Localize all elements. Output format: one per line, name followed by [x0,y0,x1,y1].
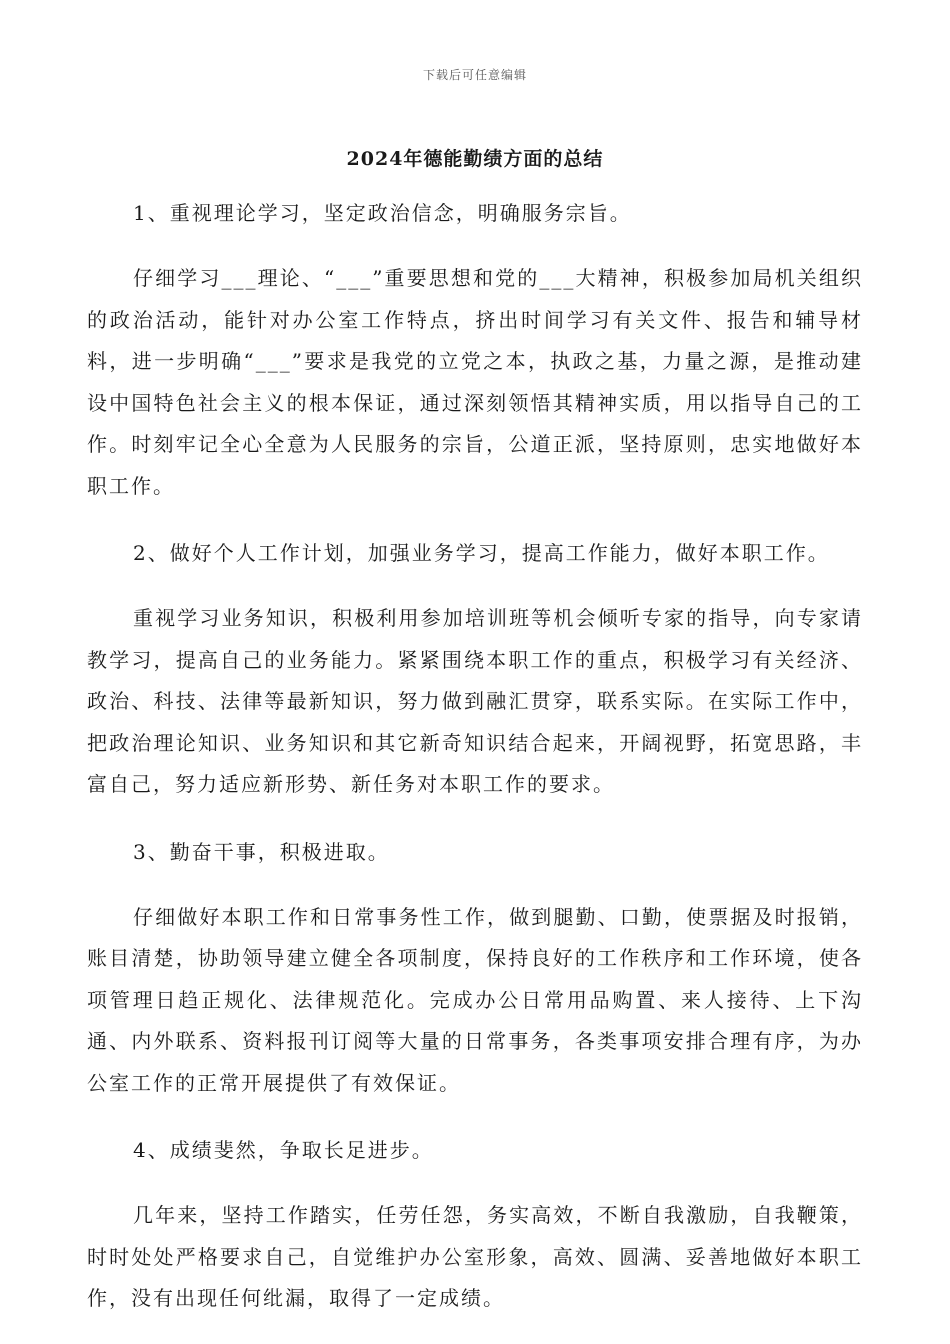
section-paragraph-1: 仔细学习___理论、“___”重要思想和党的___大精神，积极参加局机关组织的政治活动，能针对办公室工作特点，挤出时间学习有关文件、报告和辅导材料，进一步明确“___”要求是我党的立党之本，执政之基，力量之源，是推动建设中国特色社会主义的根本保证，通过深刻领悟其精神实质，用以指导自己的工作。时刻牢记全心全意为人民服务的宗旨，公道正派，坚持原则，忠实地做好本职工作。 [87,266,863,498]
spacer [87,1171,863,1195]
spacer [87,507,863,533]
section-heading-2: 2、做好个人工作计划，加强业务学习，提高工作能力，做好本职工作。 [133,541,830,565]
spacer [87,806,863,832]
page-header-note: 下载后可任意编辑 [422,68,527,82]
spacer [87,574,863,598]
spacer [87,234,863,258]
section-heading-1: 1、重视理论学习，坚定政治信念，明确服务宗旨。 [133,201,632,225]
spacer [87,1104,863,1130]
document-title: 2024年德能勤绩方面的总结 [346,148,604,170]
section-heading-3: 3、勤奋干事，积极进取。 [133,839,390,864]
document-body [87,193,863,1320]
section-paragraph-3: 仔细做好本职工作和日常事务性工作，做到腿勤、口勤，使票据及时报销，账目清楚，协助领导建立健全各项制度，保持良好的工作秩序和工作环境，使各项管理日趋正规化、法律规范化。完成办公日常用品购置、来人接待、上下沟通、内外联系、资料报刊订阅等大量的日常事务，各类事项安排合理有序，为办公室工作的正常开展提供了有效保证。 [87,904,863,1095]
section-paragraph-2: 重视学习业务知识，积极利用参加培训班等机会倾听专家的指导，向专家请教学习，提高自己的业务能力。紧紧围绕本职工作的重点，积极学习有关经济、政治、科技、法律等最新知识，努力做到融汇贯穿，联系实际。在实际工作中，把政治理论知识、业务知识和其它新奇知识结合起来，开阔视野，拓宽思路，丰富自己，努力适应新形势、新任务对本职工作的要求。 [87,606,863,796]
section-heading-4: 4、成绩斐然，争取长足进步。 [133,1138,434,1162]
spacer [87,873,863,897]
section-paragraph-4: 几年来，坚持工作踏实，任劳任怨，务实高效，不断自我激励，自我鞭策，时时处处严格要求自己，自觉维护办公室形象，高效、圆满、妥善地做好本职工作，没有出现任何纰漏，取得了一定成绩。 [87,1203,863,1310]
